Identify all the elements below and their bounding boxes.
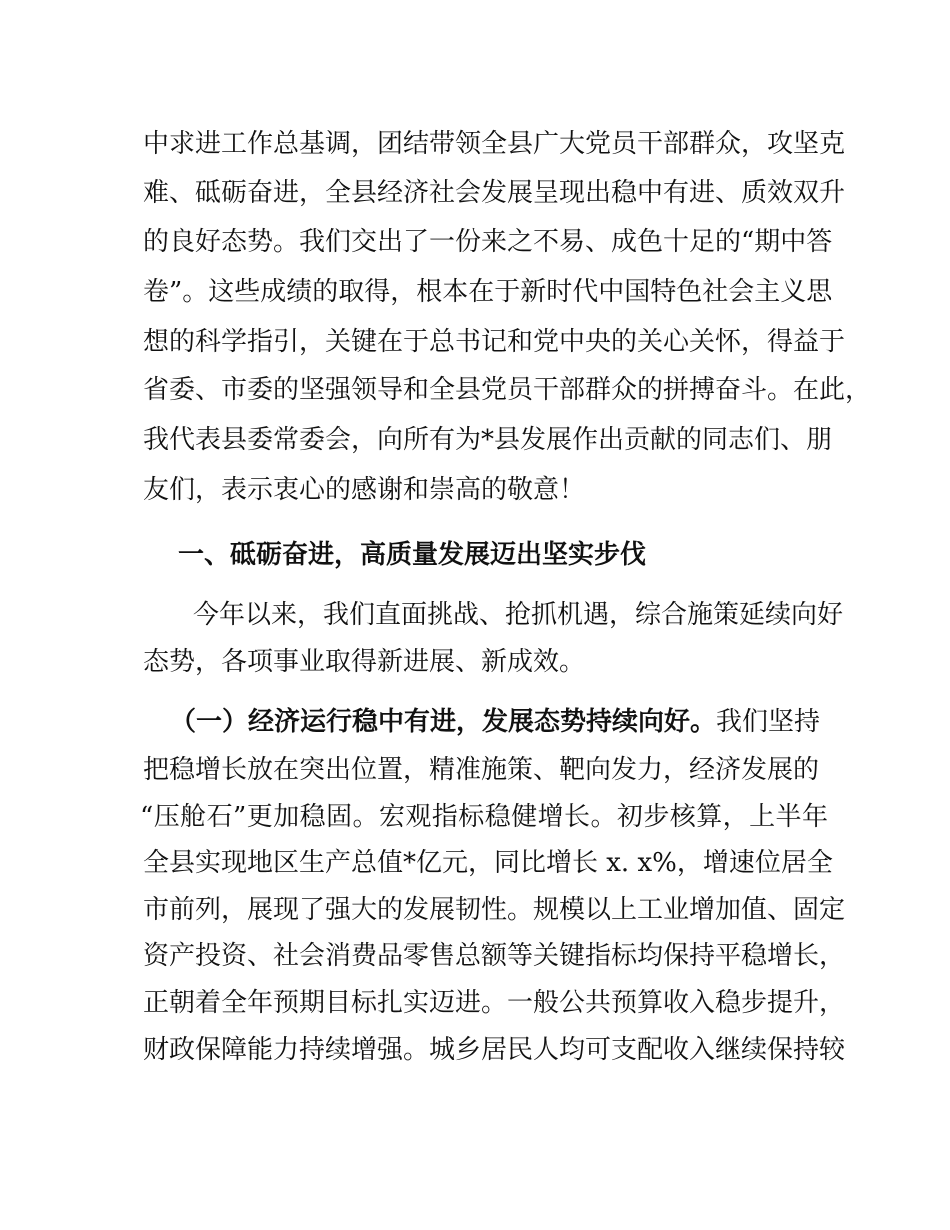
body-text-line: 中求进工作总基调，团结带领全县广大党员干部群众，攻坚克 [143, 129, 846, 159]
section-heading: 一、砥砺奋进，高质量发展迈出坚实步伐 [178, 540, 647, 570]
body-text-line: 今年以来，我们直面挑战、抢抓机遇，综合施策延续向好 [193, 600, 844, 630]
body-text-line: 卷”。这些成绩的取得，根本在于新时代中国特色社会主义思 [143, 277, 833, 307]
body-text-line: 想的科学指引，关键在于总书记和党中央的关心关怀，得益于 [143, 327, 846, 357]
subsection-first-line [170, 706, 820, 738]
body-text: 我们坚持 [716, 707, 821, 737]
body-text-line: 态势，各项事业取得新进展、新成效。 [143, 647, 586, 677]
body-text-line: 市前列，展现了强大的发展韧性。规模以上工业增加值、固定 [143, 895, 846, 925]
body-text-line: 全县实现地区生产总值*亿元，同比增长 x. x%，增速位居全 [143, 848, 833, 878]
body-text-line: 正朝着全年预期目标扎实迈进。一般公共预算收入稳步提升， [143, 988, 846, 1018]
subsection-title: （一）经济运行稳中有进，发展态势持续向好。 [170, 707, 717, 737]
body-text-line: 的良好态势。我们交出了一份来之不易、成色十足的“期中答 [143, 227, 833, 257]
body-text-line: 省委、市委的坚强领导和全县党员干部群众的拼搏奋斗。在此， [143, 375, 872, 405]
body-text-line: 把稳增长放在突出位置，精准施策、靶向发力，经济发展的 [143, 755, 820, 785]
body-text-line: 我代表县委常委会，向所有为*县发展作出贡献的同志们、朋 [143, 425, 833, 455]
body-text-line: “压舱石”更加稳固。宏观指标稳健增长。初步核算，上半年 [140, 802, 828, 832]
body-text-line: 友们，表示衷心的感谢和崇高的敬意！ [143, 475, 586, 505]
body-text-line: 财政保障能力持续增强。城乡居民人均可支配收入继续保持较 [143, 1035, 846, 1065]
body-text-line: 难、砥砺奋进，全县经济社会发展呈现出稳中有进、质效双升 [143, 178, 846, 208]
body-text-line: 资产投资、社会消费品零售总额等关键指标均保持平稳增长， [143, 941, 846, 971]
